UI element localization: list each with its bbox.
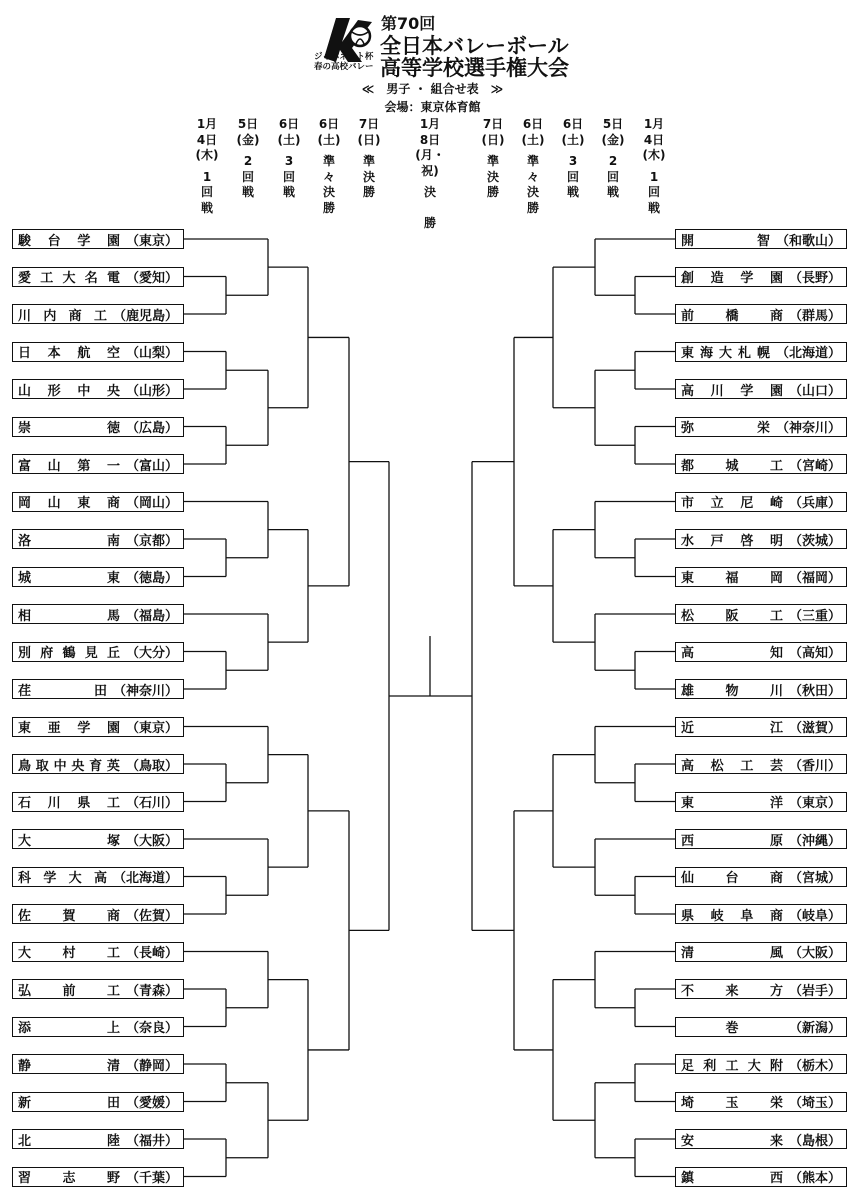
- team-prefecture: （栃木）: [788, 1058, 841, 1074]
- team-entry: [675, 604, 847, 624]
- round-date: 5日 (金): [236, 117, 260, 147]
- team-prefecture: （滋賀）: [788, 721, 841, 736]
- team-prefecture: （京都）: [125, 533, 178, 549]
- team-name: 新 田: [18, 1096, 120, 1111]
- team-name: 愛 工 大 名 電: [18, 271, 120, 286]
- team-entry: [12, 604, 184, 624]
- team-prefecture: （富山）: [125, 458, 178, 474]
- team-entry: [12, 304, 184, 324]
- team-name: 別 府 鶴 見 丘: [18, 646, 120, 661]
- team-name: 山 形 中 央: [18, 383, 120, 399]
- team-entry: [12, 529, 184, 549]
- round-name: 1 回 戦: [647, 169, 660, 215]
- team-entry: [675, 267, 847, 287]
- team-entry: [675, 417, 847, 437]
- team-name: 不 来 方: [681, 983, 783, 999]
- team-prefecture: （秋田）: [788, 683, 841, 699]
- team-name: 雄 物 川: [681, 683, 783, 699]
- round-name: 準 決 勝: [362, 154, 375, 199]
- team-name: 県 岐 阜 商: [681, 908, 783, 924]
- team-entry: [675, 379, 847, 399]
- team-name: 西 原: [681, 833, 783, 849]
- team-name: 鎮 西: [681, 1171, 783, 1186]
- team-prefecture: （愛媛）: [125, 1096, 178, 1111]
- team-entry: [675, 979, 847, 999]
- team-entry: [12, 229, 184, 249]
- team-entry: [12, 1054, 184, 1074]
- team-prefecture: （高知）: [788, 646, 841, 661]
- team-name: 埼 玉 栄: [681, 1096, 783, 1111]
- team-entry: [675, 754, 847, 774]
- team-name: 東 洋: [681, 796, 783, 811]
- round-name: 準 々 決 勝: [322, 154, 335, 215]
- team-entry: [12, 492, 184, 512]
- team-entry: [12, 904, 184, 924]
- team-name: 日 本 航 空: [18, 346, 120, 361]
- team-prefecture: （神奈川）: [775, 421, 841, 436]
- title-line-2: 高等学校選手権大会: [380, 56, 569, 80]
- round-name: 3 回 戦: [566, 154, 579, 199]
- team-name: 静 清: [18, 1058, 120, 1074]
- team-prefecture: （山梨）: [125, 346, 178, 361]
- team-name: 大 塚: [18, 833, 120, 849]
- team-prefecture: （山口）: [788, 383, 841, 399]
- team-prefecture: （島根）: [788, 1133, 841, 1149]
- team-entry: [12, 867, 184, 887]
- team-prefecture: （茨城）: [788, 533, 841, 549]
- team-name: 洛 南: [18, 533, 120, 549]
- team-prefecture: （三重）: [788, 608, 841, 624]
- logo-caption-2: 春の高校バレー: [314, 62, 374, 72]
- team-prefecture: （鳥取）: [125, 758, 178, 774]
- round-date: 6日 (土): [277, 117, 301, 147]
- team-name: 東 海 大 札 幌: [681, 346, 770, 361]
- round-date: 5日 (金): [601, 117, 625, 147]
- round-name: 決 勝: [423, 185, 436, 230]
- team-entry: [675, 1167, 847, 1187]
- team-name: 松 阪 工: [681, 608, 783, 624]
- team-name: 荏 田: [18, 683, 107, 699]
- team-entry: [12, 454, 184, 474]
- team-prefecture: （和歌山）: [775, 233, 841, 249]
- round-date: 7日 (日): [357, 117, 381, 147]
- team-entry: [12, 342, 184, 362]
- team-prefecture: （大阪）: [788, 946, 841, 961]
- team-entry: [12, 642, 184, 662]
- round-name: 準 々 決 勝: [526, 154, 539, 215]
- team-name: 岡 山 東 商: [18, 496, 120, 511]
- team-entry: [12, 942, 184, 962]
- team-name: 川 内 商 工: [18, 308, 107, 324]
- team-prefecture: （北海道）: [112, 871, 178, 886]
- team-name: 水 戸 啓 明: [681, 533, 783, 549]
- team-name: 高 川 学 園: [681, 383, 783, 399]
- team-name: 習 志 野: [18, 1171, 120, 1186]
- round-name: 2 回 戦: [606, 154, 619, 199]
- team-prefecture: （長崎）: [125, 946, 178, 961]
- team-name: 東 福 岡: [681, 571, 783, 586]
- team-prefecture: （青森）: [125, 983, 178, 999]
- team-name: 鳥 取 中 央 育 英: [18, 758, 120, 774]
- team-name: 北 陸: [18, 1133, 120, 1149]
- team-prefecture: （岐阜）: [788, 908, 841, 924]
- team-prefecture: （愛知）: [125, 271, 178, 286]
- team-prefecture: （大阪）: [125, 833, 178, 849]
- team-name: 巻: [725, 1021, 739, 1036]
- team-prefecture: （大分）: [125, 646, 178, 661]
- round-date: 6日 (土): [521, 117, 545, 147]
- team-entry: [675, 454, 847, 474]
- team-prefecture: （長野）: [788, 271, 841, 286]
- team-name: 前 橋 商: [681, 308, 783, 324]
- team-name: 弘 前 工: [18, 983, 120, 999]
- team-entry: [12, 267, 184, 287]
- team-entry: [12, 567, 184, 587]
- round-date: 6日 (土): [561, 117, 585, 147]
- team-prefecture: （広島）: [125, 421, 178, 436]
- team-entry: [675, 1017, 847, 1037]
- team-entry: [675, 304, 847, 324]
- venue-label: 会場：東京体育館: [384, 100, 481, 114]
- team-name: 駿 台 学 園: [18, 233, 120, 249]
- team-prefecture: （北海道）: [775, 346, 841, 361]
- team-name: 市 立 尼 崎: [681, 496, 783, 511]
- team-entry: [12, 792, 184, 812]
- team-entry: [675, 342, 847, 362]
- team-entry: [675, 867, 847, 887]
- team-prefecture: （熊本）: [788, 1171, 841, 1186]
- team-entry: [12, 417, 184, 437]
- team-name: 創 造 学 園: [681, 271, 783, 286]
- round-date: 1月 4日 (木): [642, 117, 666, 162]
- team-name: 石 川 県 工: [18, 796, 120, 811]
- round-name: 1 回 戦: [200, 169, 213, 215]
- team-prefecture: （石川）: [125, 796, 178, 811]
- team-entry: [675, 529, 847, 549]
- logo-caption-1: ジャパネット杯: [314, 52, 374, 62]
- team-entry: [675, 942, 847, 962]
- round-date: 7日 (日): [481, 117, 505, 147]
- team-name: 富 山 第 一: [18, 458, 120, 474]
- team-prefecture: （徳島）: [125, 571, 178, 586]
- team-name: 添 上: [18, 1021, 120, 1036]
- team-name: 弥 栄: [681, 421, 770, 436]
- team-prefecture: （静岡）: [125, 1058, 178, 1074]
- team-prefecture: （神奈川）: [112, 683, 178, 699]
- round-name: 準 決 勝: [486, 154, 499, 199]
- round-date: 6日 (土): [317, 117, 341, 147]
- team-entry: [12, 979, 184, 999]
- team-prefecture: （岩手）: [788, 983, 841, 999]
- team-prefecture: （群馬）: [788, 308, 841, 324]
- team-entry: [675, 717, 847, 737]
- team-entry: [12, 679, 184, 699]
- team-name: 近 江: [681, 721, 783, 736]
- team-prefecture: （沖縄）: [788, 833, 841, 849]
- edition-label: 第70回: [381, 14, 436, 33]
- team-name: 開 智: [681, 233, 770, 249]
- team-prefecture: （新潟）: [788, 1021, 841, 1036]
- team-prefecture: （福井）: [125, 1133, 178, 1149]
- round-name: 3 回 戦: [282, 154, 295, 199]
- team-name: 相 馬: [18, 608, 120, 624]
- category-label: ≪ 男子 ・ 組合せ表 ≫: [361, 82, 504, 96]
- round-name: 2 回 戦: [241, 154, 254, 199]
- team-prefecture: （宮城）: [788, 871, 841, 886]
- team-prefecture: （千葉）: [125, 1171, 178, 1186]
- team-name: 都 城 工: [681, 458, 783, 474]
- team-name: 城 東: [18, 571, 120, 586]
- team-entry: [675, 829, 847, 849]
- team-entry: [675, 1054, 847, 1074]
- team-entry: [12, 1167, 184, 1187]
- team-prefecture: （岡山）: [125, 496, 178, 511]
- team-entry: [675, 792, 847, 812]
- team-prefecture: （埼玉）: [788, 1096, 841, 1111]
- team-name: 科 学 大 高: [18, 871, 107, 886]
- title-line-1: 全日本バレーボール: [380, 34, 569, 58]
- team-name: 高 知: [681, 646, 783, 661]
- team-prefecture: （鹿児島）: [112, 308, 178, 324]
- team-name: 崇 徳: [18, 421, 120, 436]
- team-entry: [12, 1092, 184, 1112]
- team-entry: [12, 1017, 184, 1037]
- team-entry: [12, 379, 184, 399]
- team-entry: [675, 679, 847, 699]
- team-name: 大 村 工: [18, 946, 120, 961]
- team-prefecture: （佐賀）: [125, 908, 178, 924]
- team-name: 東 亜 学 園: [18, 721, 120, 736]
- team-prefecture: （東京）: [788, 796, 841, 811]
- team-name: 佐 賀 商: [18, 908, 120, 924]
- team-prefecture: （福岡）: [788, 571, 841, 586]
- team-entry: [675, 1129, 847, 1149]
- team-name: 安 来: [681, 1133, 783, 1149]
- round-date: 1月 8日 (月・祝): [415, 117, 445, 178]
- team-prefecture: （東京）: [125, 233, 178, 249]
- team-entry: [12, 1129, 184, 1149]
- team-entry: [12, 829, 184, 849]
- team-prefecture: （香川）: [788, 758, 841, 774]
- team-prefecture: （東京）: [125, 721, 178, 736]
- team-prefecture: （山形）: [125, 383, 178, 399]
- team-name: 高 松 工 芸: [681, 758, 783, 774]
- team-prefecture: （兵庫）: [788, 496, 841, 511]
- team-entry: [675, 492, 847, 512]
- team-name: 足 利 工 大 附: [681, 1058, 783, 1074]
- team-name: 清 風: [681, 946, 783, 961]
- team-entry: [675, 229, 847, 249]
- team-entry: [12, 754, 184, 774]
- team-prefecture: （宮崎）: [788, 458, 841, 474]
- team-entry: [12, 717, 184, 737]
- team-prefecture: （福島）: [125, 608, 178, 624]
- team-name: 仙 台 商: [681, 871, 783, 886]
- team-prefecture: （奈良）: [125, 1021, 178, 1036]
- team-entry: [675, 1092, 847, 1112]
- team-entry: [675, 567, 847, 587]
- team-entry: [675, 904, 847, 924]
- team-entry: [675, 642, 847, 662]
- round-date: 1月 4日 (木): [195, 117, 219, 162]
